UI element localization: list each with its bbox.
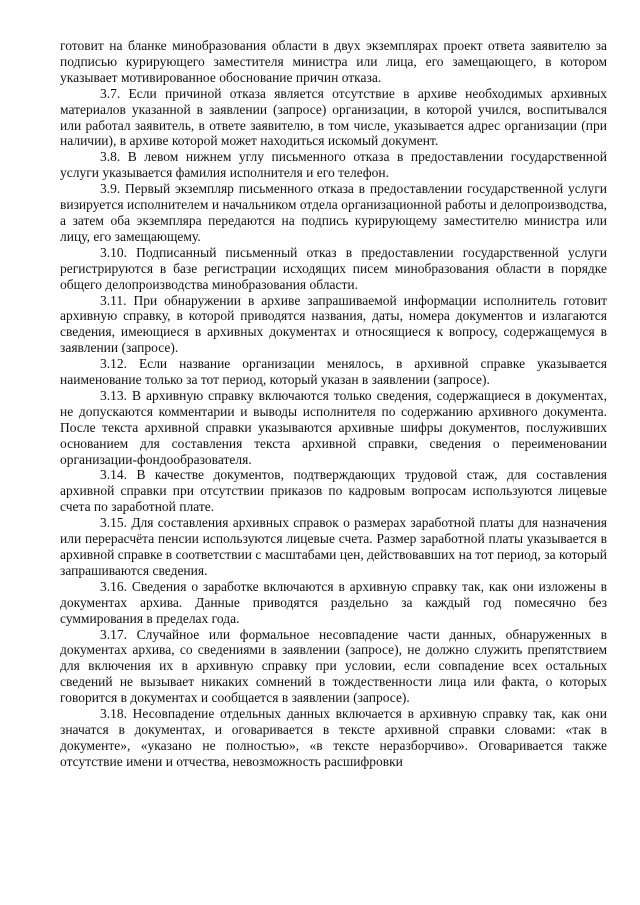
paragraph-3-15: 3.15. Для составления архивных справок о размерах заработной платы для назначения или перерасчёта пенсии используются лицевые счета. Размер заработной платы указывается в архивной справке в соответствии с масштабами цен, действовавших на тот период, за который запрашиваются сведения. bbox=[60, 515, 607, 578]
paragraph-3-8: 3.8. В левом нижнем углу письменного отказа в предоставлении государственной услуги указывается фамилия исполнителя и его телефон. bbox=[60, 149, 607, 181]
paragraph-3-10: 3.10. Подписанный письменный отказ в предоставлении государственной услуги регистрируются в базе регистрации исходящих писем минобразования области в порядке общего делопроизводства минобразования области. bbox=[60, 244, 607, 292]
paragraph-3-13: 3.13. В архивную справку включаются только сведения, содержащиеся в документах, не допускаются комментарии и выводы исполнителя по содержанию архивного документа. После текста архивной справки указываются архивные шифры документов, послуживших основанием для составления текста архивной справки, сведения о переименовании организации-фондообразователя. bbox=[60, 387, 607, 467]
paragraph-3-7: 3.7. Если причиной отказа является отсутствие в архиве необходимых архивных материалов указанной в заявлении (запросе) организации, в которой учился, воспитывался или работал заявитель, в ответе заявителю, в том числе, указывается адрес организации (при наличии), в архиве которой может находиться искомый документ. bbox=[60, 85, 607, 149]
paragraph-3-16: 3.16. Сведения о заработке включаются в архивную справку так, как они изложены в документах архива. Данные приводятся раздельно за каждый год помесячно без суммирования в пределах года. bbox=[60, 578, 607, 626]
paragraph-3-9: 3.9. Первый экземпляр письменного отказа в предоставлении государственной услуги визируется исполнителем и начальником отдела организационной работы и делопроизводства, а затем оба экземпляра передаются на подпись курирующему заместителю министра или лицу, его замещающему. bbox=[60, 181, 607, 244]
paragraph-3-17: 3.17. Случайное или формальное несовпадение части данных, обнаруженных в документах архива, со сведениями в заявлении (запросе), не должно служить препятствием для включения их в архивную справку при условии, если совпадение всех остальных сведений не вызывает никаких сомнений в тождественности лица или факта, о которых говорится в документах и сообщается в заявлении (запросе). bbox=[60, 626, 607, 706]
document-page bbox=[60, 38, 607, 770]
paragraph-3-14: 3.14. В качестве документов, подтверждающих трудовой стаж, для составления архивной справки при отсутствии приказов по кадровым вопросам используются лицевые счета по заработной плате. bbox=[60, 467, 607, 515]
paragraph-3-12: 3.12. Если название организации менялось, в архивной справке указывается наименование только за тот период, который указан в заявлении (запросе). bbox=[60, 356, 607, 388]
paragraph-continuation: готовит на бланке минобразования области в двух экземплярах проект ответа заявителю за подписью курирующего заместителя министра или лица, его замещающего, в котором указывает мотивированное обоснование причин отказа. bbox=[60, 38, 607, 85]
paragraph-3-11: 3.11. При обнаружении в архиве запрашиваемой информации исполнитель готовит архивную справку, в которой приводятся названия, даты, номера документов и излагаются сведения, имеющиеся в архивных документах и относящиеся к вопросу, содержащемуся в заявлении (запросе). bbox=[60, 292, 607, 356]
paragraph-3-18: 3.18. Несовпадение отдельных данных включается в архивную справку так, как они значатся в документах, и оговаривается в тексте архивной справки словами: «так в документе», «указано не полностью», «в тексте неразборчиво». Оговаривается также отсутствие имени и отчества, невозможность расшифровки bbox=[60, 706, 607, 769]
